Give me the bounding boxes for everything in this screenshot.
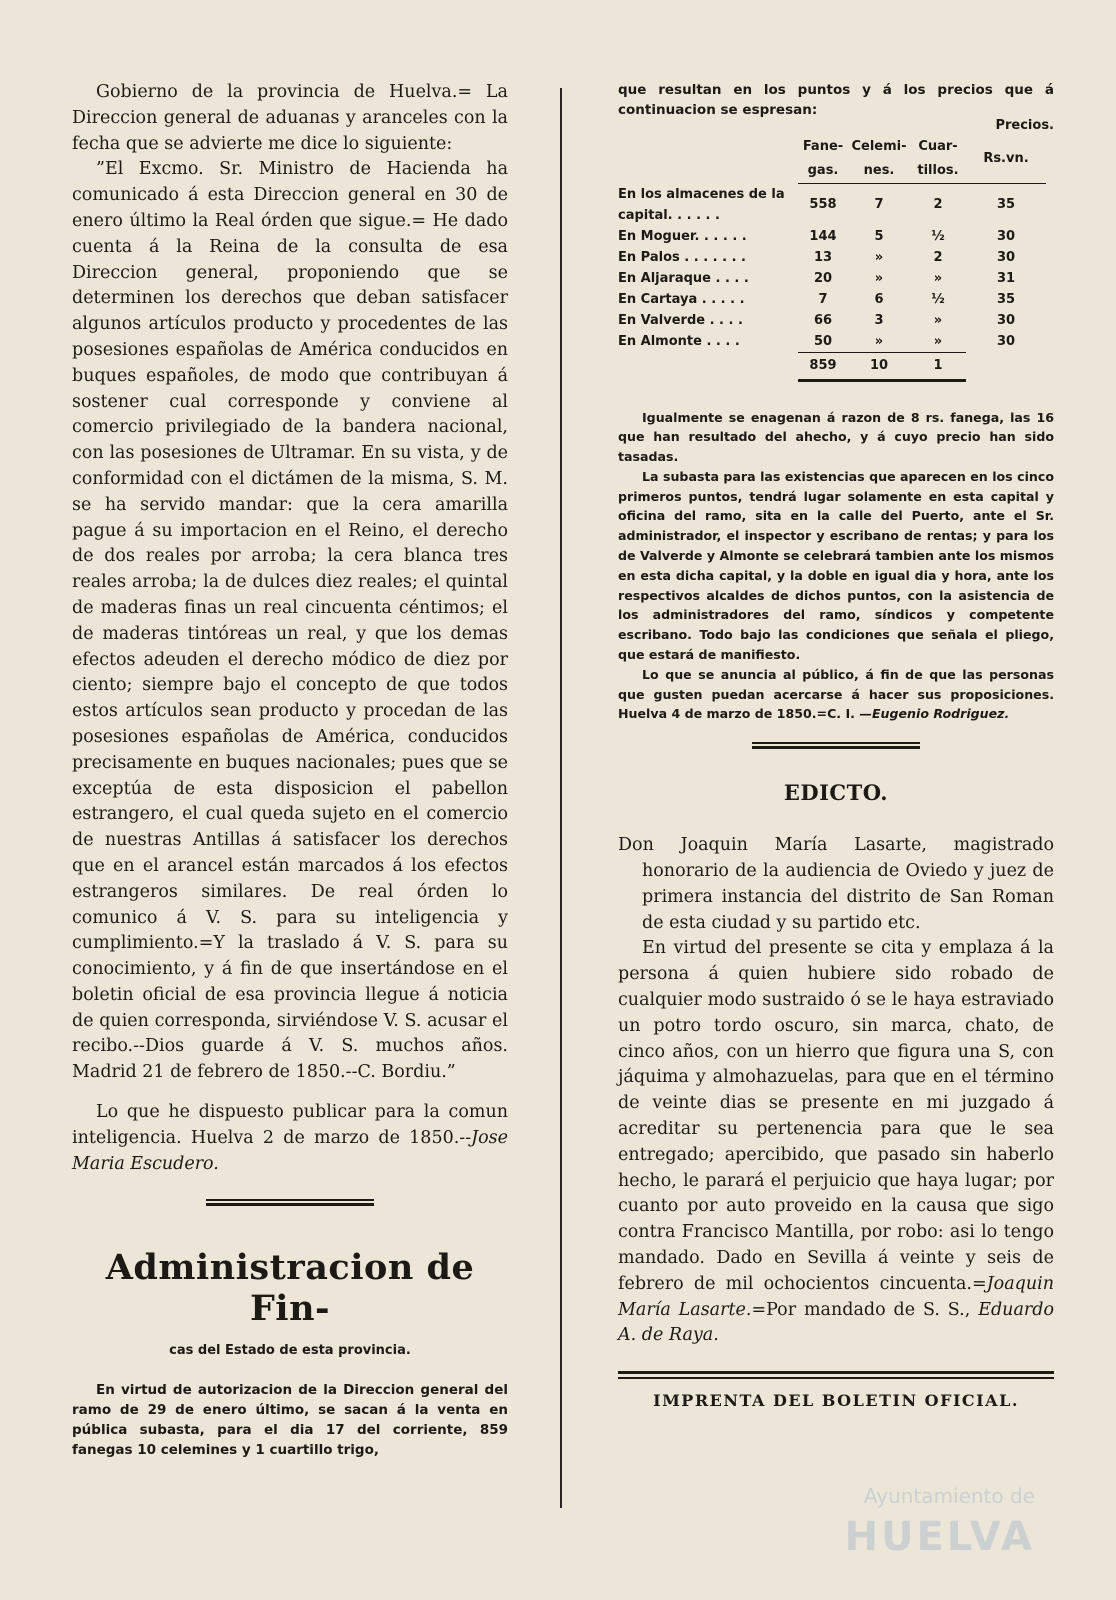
edicto-heading: EDICTO. bbox=[783, 780, 889, 806]
archive-watermark: Ayuntamiento de HUELVA bbox=[844, 1484, 1035, 1560]
section-heading-administracion: Administracion de Fin- bbox=[105, 1247, 475, 1330]
place-cell: En los almacenes de la capital. . . . . . bbox=[618, 186, 785, 223]
total-fanegas: 859 bbox=[798, 352, 848, 380]
total-cuartillos: 1 bbox=[910, 352, 966, 380]
celemines-cell: 7 bbox=[874, 197, 884, 213]
paragraph-continuation: que resultan en los puntos y á los precios que á continuacion se espresan: bbox=[618, 82, 1054, 118]
paragraph-lasarte: Don Joaquin María Lasarte, magistrado honorario de la audiencia de Oviedo y juez de primera instancia del distrito de San Roman de esta ciudad y su partido etc. bbox=[618, 835, 1054, 933]
signature-raya: Eduardo A. de Raya. bbox=[618, 1299, 1054, 1346]
place-cell: En Aljaraque . . . . bbox=[618, 270, 749, 286]
table-row bbox=[618, 226, 1046, 247]
cuartillos-cell: ½ bbox=[931, 291, 945, 307]
signature-lasarte: Joaquin María Lasarte. bbox=[618, 1273, 1054, 1320]
precio-cell: 30 bbox=[996, 312, 1016, 328]
paragraph-ahecho: Igualmente se enagenan á razon de 8 rs. fanega, las 16 que han resultado del ahecho, y á cuyo precio han sido tasadas. bbox=[618, 409, 1054, 465]
place-cell: En Valverde . . . . bbox=[618, 312, 743, 328]
paragraph-emplaza bbox=[618, 936, 1054, 1349]
table-row bbox=[618, 331, 1046, 353]
right-column bbox=[618, 80, 1054, 1410]
cuartillos-cell: » bbox=[933, 333, 943, 349]
table-header-row bbox=[618, 135, 1046, 184]
paragraph-condiciones: La subasta para las existencias que aparecen en los cinco primeros puntos, tendrá lugar solamente en esta capital y oficina del ramo, sita en la calle del Puerto, ante el Sr. administrador, el inspector y escribano de rentas; y para los de Valverde y Almonte se celebrará tambien ante los mismos en esta dicha capital, y la doble en igual dia y hora, ante los respectivos alcaldes de dichos puntos, con la asistencia de los administradores del ramo, síndicos y competente escribano. Todo bajo las condiciones que señala el pliego, que estará de manifiesto. bbox=[618, 468, 1054, 663]
place-cell: En Moguer. . . . . . bbox=[618, 228, 747, 244]
col-header-celemines: Celemi- nes. bbox=[848, 135, 910, 184]
celemines-cell: 6 bbox=[874, 291, 884, 307]
celemines-cell: » bbox=[874, 270, 884, 286]
celemines-cell: 5 bbox=[874, 228, 884, 244]
col-header-cuartillos: Cuar- tillos. bbox=[910, 135, 966, 184]
section-separator bbox=[206, 1199, 374, 1207]
fanegas-cell: 66 bbox=[813, 312, 833, 328]
table-row bbox=[618, 310, 1046, 331]
por-mandado-text: =Por mandado de S. S., bbox=[751, 1299, 979, 1320]
paragraph-real-orden: ”El Excmo. Sr. Ministro de Hacienda ha comunicado á esta Direccion general en 30 de enero último la Real órden que sigue.= He dado cuenta á la Reina de la consulta de esa Direccion general, proponiendo que se determinen los derechos que deban satisfacer algunos artículos producto y procedentes de las posesiones españolas de América conducidos en buques españoles, de modo que contribuyan á sostener cual corresponde y conviene al comercio privilegiado de la bandera nacional, con las posesiones de Ultramar. En su vista, y de conformidad con el dictámen de la misma, S. M. se ha servido mandar: que la cera amarilla pague á su importacion en el Reino, el derecho de dos reales por arroba; la cera blanca tres reales arroba; la de dulces diez reales; el quintal de maderas finas un real cincuenta céntimos; el de maderas tintóreas un real, y que los demas efectos adeuden el derecho módico de diez por ciento; siempre bajo el concepto de que todos estos artículos sean producto y procedan de las posesiones españolas de América, conducidos precisamente en buques nacionales; pues que se exceptúa de esta disposicion el pabellon estrangero, el cual queda sujeto en el comercio de nuestras Antillas á satisfacer los derechos que en el arancel están marcados á los efectos estrangeros similares. De real órden lo comunico á V. S. para su inteligencia y cumplimiento.=Y la traslado á V. S. para su conocimiento, y á fin de que insertándose en el boletin oficial de esa provincia llegue á noticia de quien corresponda, sirviéndose V. S. acusar el recibo.--Dios guarde á V. S. muchos años. Madrid 21 de febrero de 1850.--C. Bordiu.” bbox=[72, 159, 508, 1083]
emplaza-text: En virtud del presente se cita y emplaza á la persona á quien hubiere sido robado de cualquier modo sustraido ó se le haya estraviado un potro tordo oscuro, sin marca, chato, de cinco años, con un hierro que figura una S, con jáquima y almohazuelas, para que en el término de veinte dias se presente en mi juzgado á acreditar su pertenencia para que le sea entregado; apercibido, que pasado sin haberlo hecho, le parará el perjuicio que haya lugar; por cuanto por auto proveido en la causa que sigo contra Francisco Mantilla, por robo: asi lo tengo mandado. Dado en Sevilla á veinte y seis de febrero de mil ochocientos cincuenta.= bbox=[618, 938, 1054, 1294]
cuartillos-cell: 2 bbox=[933, 197, 943, 213]
table-row bbox=[618, 247, 1046, 268]
anuncio-text: Lo que se anuncia al público, á fin de que las personas que gusten puedan acercarse á hacer sus proposiciones. Huelva 4 de marzo de 1850.=C. I. bbox=[618, 666, 1054, 722]
footer-rule-thin bbox=[618, 1377, 1054, 1379]
publicar-text: Lo que he dispuesto publicar para la comun inteligencia. Huelva 2 de marzo de 1850.-- bbox=[72, 1102, 508, 1148]
precio-cell: 35 bbox=[996, 291, 1016, 307]
imprint-footer: IMPRENTA DEL BOLETIN OFICIAL. bbox=[653, 1391, 1019, 1411]
col-header-fanegas: Fane- gas. bbox=[798, 135, 848, 184]
left-column bbox=[72, 80, 508, 1460]
section-separator-right bbox=[752, 742, 920, 750]
fanegas-cell: 558 bbox=[809, 197, 837, 213]
total-celemines: 10 bbox=[848, 352, 910, 380]
column-divider bbox=[560, 88, 562, 1508]
signature-escudero: Jose Maria Escudero. bbox=[72, 1127, 508, 1174]
col-header-reales: Rs.vn. bbox=[966, 135, 1046, 184]
footer-rule bbox=[618, 1371, 1054, 1374]
precio-cell: 30 bbox=[996, 249, 1016, 265]
place-cell: En Almonte . . . . bbox=[618, 333, 740, 349]
table-precios-header: Precios. bbox=[995, 118, 1054, 133]
paragraph-subasta-intro: En virtud de autorizacion de la Direccion general del ramo de 29 de enero último, se sacan á la venta en pública subasta, para el dia 17 del corriente, 859 fanegas 10 celemines y 1 cuartillo trigo, bbox=[72, 1382, 508, 1459]
fanegas-cell: 13 bbox=[813, 249, 833, 265]
table-row bbox=[618, 268, 1046, 289]
cuartillos-cell: » bbox=[933, 270, 943, 286]
cuartillos-cell: ½ bbox=[931, 228, 945, 244]
table-row bbox=[618, 184, 1046, 226]
table-total-row bbox=[618, 352, 1046, 380]
place-cell: En Cartaya . . . . . bbox=[618, 291, 745, 307]
precio-cell: 30 bbox=[996, 333, 1016, 349]
precio-cell: 35 bbox=[996, 197, 1016, 213]
paragraph-gobierno: Gobierno de la provincia de Huelva.= La Direccion general de aduanas y aranceles con la fecha que se advierte me dice lo siguiente: bbox=[72, 82, 508, 154]
cuartillos-cell: » bbox=[933, 312, 943, 328]
fanegas-cell: 7 bbox=[818, 291, 828, 307]
precio-cell: 31 bbox=[996, 270, 1016, 286]
section-subheading: cas del Estado de esta provincia. bbox=[169, 1343, 411, 1359]
cuartillos-cell: 2 bbox=[933, 249, 943, 265]
fanegas-cell: 50 bbox=[813, 333, 833, 349]
celemines-cell: » bbox=[874, 333, 884, 349]
precio-cell: 30 bbox=[996, 228, 1016, 244]
paragraph-anuncio bbox=[618, 665, 1054, 724]
table-row bbox=[618, 289, 1046, 310]
place-cell: En Palos . . . . . . . bbox=[618, 249, 746, 265]
paragraph-publicar bbox=[72, 1100, 508, 1177]
signature-rodriguez: —Eugenio Rodriguez. bbox=[859, 706, 1010, 722]
grain-table bbox=[618, 135, 1046, 382]
fanegas-cell: 20 bbox=[813, 270, 833, 286]
celemines-cell: » bbox=[874, 249, 884, 265]
fanegas-cell: 144 bbox=[809, 228, 837, 244]
celemines-cell: 3 bbox=[874, 312, 884, 328]
